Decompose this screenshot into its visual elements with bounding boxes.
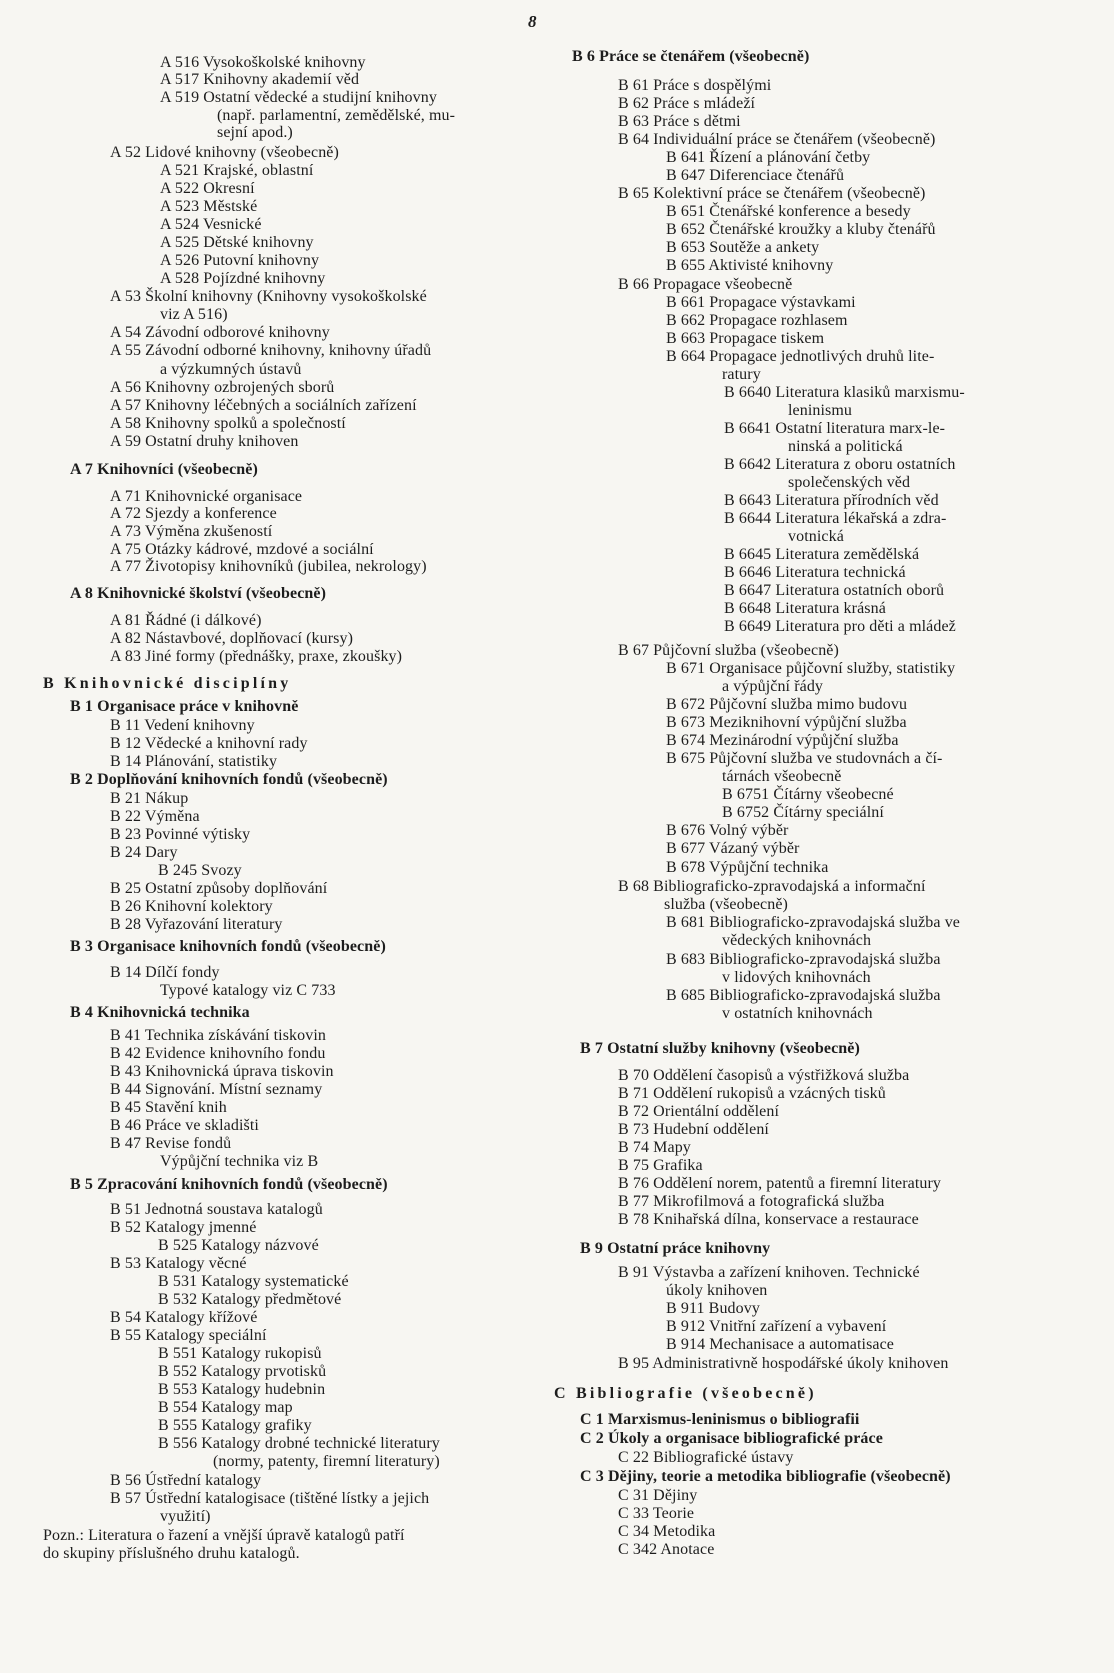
group-heading: B 1 Organisace práce v knihovně — [70, 698, 299, 715]
classification-line: a výpůjční řády — [722, 678, 824, 695]
classification-line: B 554 Katalogy map — [158, 1399, 293, 1416]
classification-line: B 6641 Ostatní literatura marx-le- — [724, 420, 946, 437]
classification-line: B 655 Aktivisté knihovny — [666, 257, 834, 274]
classification-line: B 11 Vedení knihovny — [110, 717, 255, 734]
classification-line: B 52 Katalogy jmenné — [110, 1219, 257, 1236]
classification-line: B 641 Řízení a plánování četby — [666, 149, 871, 166]
classification-line: B 24 Dary — [110, 844, 178, 861]
classification-line: A 55 Závodní odborné knihovny, knihovny úřadů — [110, 342, 432, 359]
classification-line: B 6649 Literatura pro děti a mládež — [724, 618, 956, 635]
classification-line: B 661 Propagace výstavkami — [666, 294, 856, 311]
classification-line: B 675 Půjčovní služba ve studovnách a čí- — [666, 750, 943, 767]
classification-line: B 62 Práce s mládeží — [618, 95, 756, 112]
classification-line: B 652 Čtenářské kroužky a kluby čtenářů — [666, 221, 936, 238]
classification-line: B 73 Hudební oddělení — [618, 1121, 769, 1138]
classification-line: B 6751 Čítárny všeobecné — [722, 786, 894, 803]
classification-line: B 28 Vyřazování literatury — [110, 916, 283, 933]
classification-line: B 70 Oddělení časopisů a výstřižková služba — [618, 1067, 910, 1084]
classification-line: B 6752 Čítárny speciální — [722, 804, 884, 821]
classification-line: B 76 Oddělení norem, patentů a firemní literatury — [618, 1175, 942, 1192]
classification-line: B 57 Ústřední katalogisace (tištěné lístky a jejich — [110, 1490, 430, 1507]
classification-line: A 57 Knihovny léčebných a sociálních zařízení — [110, 397, 417, 414]
classification-line: A 53 Školní knihovny (Knihovny vysokoškolské — [110, 288, 427, 305]
classification-line: a výzkumných ústavů — [160, 361, 302, 378]
group-heading: B 4 Knihovnická technika — [70, 1004, 250, 1021]
classification-line: C 342 Anotace — [618, 1541, 715, 1558]
classification-line: B 25 Ostatní způsoby doplňování — [110, 880, 328, 897]
classification-line: B 551 Katalogy rukopisů — [158, 1345, 322, 1362]
classification-line: B 911 Budovy — [666, 1300, 760, 1317]
classification-line: A 517 Knihovny akademií věd — [160, 71, 360, 88]
classification-line: B 45 Stavění knih — [110, 1099, 227, 1116]
classification-line: B 14 Dílčí fondy — [110, 964, 220, 981]
classification-line: B 66 Propagace všeobecně — [618, 276, 793, 293]
classification-line: využití) — [160, 1508, 211, 1525]
classification-line: B 22 Výměna — [110, 808, 200, 825]
classification-line: A 522 Okresní — [160, 180, 255, 197]
classification-line: C 33 Teorie — [618, 1505, 695, 1522]
classification-line: B 683 Bibliograficko-zpravodajská služba — [666, 951, 941, 968]
classification-line: B 685 Bibliograficko-zpravodajská služba — [666, 987, 941, 1004]
classification-line: v ostatních knihovnách — [722, 1005, 873, 1022]
classification-line: B 6644 Literatura lékařská a zdra- — [724, 510, 947, 527]
classification-line: B 6647 Literatura ostatních oborů — [724, 582, 945, 599]
classification-line: B 681 Bibliograficko-zpravodajská služba ve — [666, 914, 960, 931]
group-heading: B 9 Ostatní práce knihovny — [580, 1240, 771, 1257]
classification-line: A 77 Životopisy knihovníků (jubilea, nekrology) — [110, 558, 427, 575]
classification-line: B 41 Technika získávání tiskovin — [110, 1027, 326, 1044]
classification-line: A 525 Dětské knihovny — [160, 234, 314, 251]
classification-line: C 22 Bibliografické ústavy — [618, 1449, 794, 1466]
classification-line: B 46 Práce ve skladišti — [110, 1117, 259, 1134]
classification-line: tárnách všeobecně — [722, 768, 842, 785]
classification-line: A 54 Závodní odborové knihovny — [110, 324, 330, 341]
classification-line: B 47 Revise fondů — [110, 1135, 232, 1152]
section-heading: B Knihovnické disciplíny — [43, 675, 292, 692]
classification-line: B 75 Grafika — [618, 1157, 703, 1174]
classification-line: B 678 Výpůjční technika — [666, 859, 829, 876]
classification-line: B 525 Katalogy názvové — [158, 1237, 319, 1254]
classification-line: B 245 Svozy — [158, 862, 242, 879]
classification-line: B 44 Signování. Místní seznamy — [110, 1081, 323, 1098]
classification-line: viz A 516) — [160, 306, 228, 323]
classification-line: B 914 Mechanisace a automatisace — [666, 1336, 894, 1353]
classification-line: Pozn.: Literatura o řazení a vnější úpravě katalogů patří — [43, 1527, 405, 1544]
classification-line: úkoly knihoven — [666, 1282, 768, 1299]
classification-line: A 82 Nástavbové, doplňovací (kursy) — [110, 630, 354, 647]
classification-line: B 78 Knihařská dílna, konservace a restaurace — [618, 1211, 919, 1228]
classification-line: ratury — [722, 366, 761, 383]
classification-line: B 677 Vázaný výběr — [666, 840, 800, 857]
classification-line: B 68 Bibliograficko-zpravodajská a informační — [618, 878, 926, 895]
group-heading: C 3 Dějiny, teorie a metodika bibliografie (všeobecně) — [580, 1468, 951, 1485]
classification-line: B 72 Orientální oddělení — [618, 1103, 780, 1120]
classification-line: B 77 Mikrofilmová a fotografická služba — [618, 1193, 885, 1210]
classification-line: B 647 Diferenciace čtenářů — [666, 167, 845, 184]
classification-line: B 23 Povinné výtisky — [110, 826, 251, 843]
classification-line: A 526 Putovní knihovny — [160, 252, 320, 269]
classification-line: ninská a politická — [788, 438, 903, 455]
group-heading: C 2 Úkoly a organisace bibliografické práce — [580, 1430, 883, 1447]
classification-line: B 672 Půjčovní služba mimo budovu — [666, 696, 908, 713]
classification-line: B 673 Meziknihovní výpůjční služba — [666, 714, 907, 731]
classification-line: B 42 Evidence knihovního fondu — [110, 1045, 326, 1062]
classification-line: Typové katalogy viz C 733 — [160, 982, 336, 999]
classification-line: B 63 Práce s dětmi — [618, 113, 741, 130]
classification-line: B 67 Půjčovní služba (všeobecně) — [618, 642, 839, 659]
group-heading: B 3 Organisace knihovních fondů (všeobecně) — [70, 938, 386, 955]
classification-line: vědeckých knihovnách — [722, 932, 872, 949]
classification-line: B 6640 Literatura klasiků marxismu- — [724, 384, 965, 401]
group-heading: A 8 Knihovnické školství (všeobecně) — [70, 585, 327, 602]
classification-line: A 52 Lidové knihovny (všeobecně) — [110, 144, 339, 161]
classification-line: A 59 Ostatní druhy knihoven — [110, 433, 299, 450]
classification-line: B 61 Práce s dospělými — [618, 77, 772, 94]
classification-line: A 73 Výměna zkušeností — [110, 523, 273, 540]
classification-line: B 532 Katalogy předmětové — [158, 1291, 342, 1308]
classification-line: B 912 Vnitřní zařízení a vybavení — [666, 1318, 887, 1335]
classification-line: A 528 Pojízdné knihovny — [160, 270, 326, 287]
group-heading: C 1 Marxismus-leninismus o bibliografii — [580, 1411, 860, 1428]
classification-line: B 663 Propagace tiskem — [666, 330, 825, 347]
classification-line: B 653 Soutěže a ankety — [666, 239, 820, 256]
classification-line: B 53 Katalogy věcné — [110, 1255, 247, 1272]
classification-line: votnická — [788, 528, 844, 545]
classification-line: B 51 Jednotná soustava katalogů — [110, 1201, 323, 1218]
classification-line: B 651 Čtenářské konference a besedy — [666, 203, 911, 220]
classification-line: A 83 Jiné formy (přednášky, praxe, zkoušky) — [110, 648, 403, 665]
classification-line: A 81 Řádné (i dálkové) — [110, 612, 262, 629]
classification-line: B 6643 Literatura přírodních věd — [724, 492, 939, 509]
classification-line: společenských věd — [788, 474, 911, 491]
group-heading: B 5 Zpracování knihovních fondů (všeobecně) — [70, 1176, 388, 1193]
classification-line: B 6645 Literatura zemědělská — [724, 546, 920, 563]
classification-line: A 516 Vysokoškolské knihovny — [160, 54, 366, 71]
classification-line: B 556 Katalogy drobné technické literatury — [158, 1435, 440, 1452]
group-heading: A 7 Knihovníci (všeobecně) — [70, 461, 258, 478]
group-heading: B 6 Práce se čtenářem (všeobecně) — [572, 48, 810, 65]
classification-line: B 14 Plánování, statistiky — [110, 753, 278, 770]
classification-line: B 64 Individuální práce se čtenářem (všeobecně) — [618, 131, 936, 148]
classification-line: B 95 Administrativně hospodářské úkoly knihoven — [618, 1355, 949, 1372]
classification-line: B 6646 Literatura technická — [724, 564, 906, 581]
classification-line: leninismu — [788, 402, 853, 419]
classification-line: B 555 Katalogy grafiky — [158, 1417, 312, 1434]
classification-line: služba (všeobecně) — [664, 896, 788, 913]
classification-line: A 75 Otázky kádrové, mzdové a sociální — [110, 541, 374, 558]
classification-line: A 524 Vesnické — [160, 216, 262, 233]
classification-line: A 521 Krajské, oblastní — [160, 162, 314, 179]
classification-line: B 553 Katalogy hudebnin — [158, 1381, 326, 1398]
section-heading: C Bibliografie (všeobecně) — [554, 1385, 817, 1402]
classification-line: Výpůjční technika viz B — [160, 1153, 319, 1170]
classification-line: B 664 Propagace jednotlivých druhů lite- — [666, 348, 935, 365]
classification-line: A 523 Městské — [160, 198, 258, 215]
classification-line: B 676 Volný výběr — [666, 822, 789, 839]
classification-line: do skupiny příslušného druhu katalogů. — [43, 1545, 300, 1562]
classification-line: (normy, patenty, firemní literatury) — [213, 1453, 440, 1470]
classification-line: B 21 Nákup — [110, 790, 189, 807]
classification-line: B 671 Organisace půjčovní služby, statistiky — [666, 660, 956, 677]
classification-line: B 56 Ústřední katalogy — [110, 1472, 262, 1489]
classification-line: A 58 Knihovny spolků a společností — [110, 415, 346, 432]
classification-line: B 6648 Literatura krásná — [724, 600, 886, 617]
classification-line: A 72 Sjezdy a konference — [110, 505, 277, 522]
classification-line: B 12 Vědecké a knihovní rady — [110, 735, 308, 752]
classification-line: B 55 Katalogy speciální — [110, 1327, 267, 1344]
classification-line: B 531 Katalogy systematické — [158, 1273, 349, 1290]
classification-line: A 519 Ostatní vědecké a studijní knihovny — [160, 89, 437, 106]
classification-line: B 54 Katalogy křížové — [110, 1309, 258, 1326]
classification-line: B 91 Výstavba a zařízení knihoven. Technické — [618, 1264, 920, 1281]
classification-line: A 71 Knihovnické organisace — [110, 488, 303, 505]
group-heading: B 2 Doplňování knihovních fondů (všeobecně) — [70, 771, 388, 788]
classification-line: sejní apod.) — [217, 124, 293, 141]
classification-line: B 6642 Literatura z oboru ostatních — [724, 456, 956, 473]
page-number: 8 — [528, 12, 537, 31]
classification-line: B 674 Mezinárodní výpůjční služba — [666, 732, 899, 749]
classification-line: C 34 Metodika — [618, 1523, 716, 1540]
classification-line: A 56 Knihovny ozbrojených sborů — [110, 379, 335, 396]
classification-line: B 71 Oddělení rukopisů a vzácných tisků — [618, 1085, 886, 1102]
classification-line: C 31 Dějiny — [618, 1487, 698, 1504]
classification-line: B 74 Mapy — [618, 1139, 691, 1156]
classification-line: B 26 Knihovní kolektory — [110, 898, 273, 915]
classification-line: (např. parlamentní, zemědělské, mu- — [217, 107, 456, 124]
classification-line: v lidových knihovnách — [722, 969, 871, 986]
group-heading: B 7 Ostatní služby knihovny (všeobecně) — [580, 1040, 860, 1057]
classification-line: B 662 Propagace rozhlasem — [666, 312, 848, 329]
classification-line: B 65 Kolektivní práce se čtenářem (všeobecně) — [618, 185, 926, 202]
classification-line: B 552 Katalogy prvotisků — [158, 1363, 327, 1380]
classification-line: B 43 Knihovnická úprava tiskovin — [110, 1063, 334, 1080]
